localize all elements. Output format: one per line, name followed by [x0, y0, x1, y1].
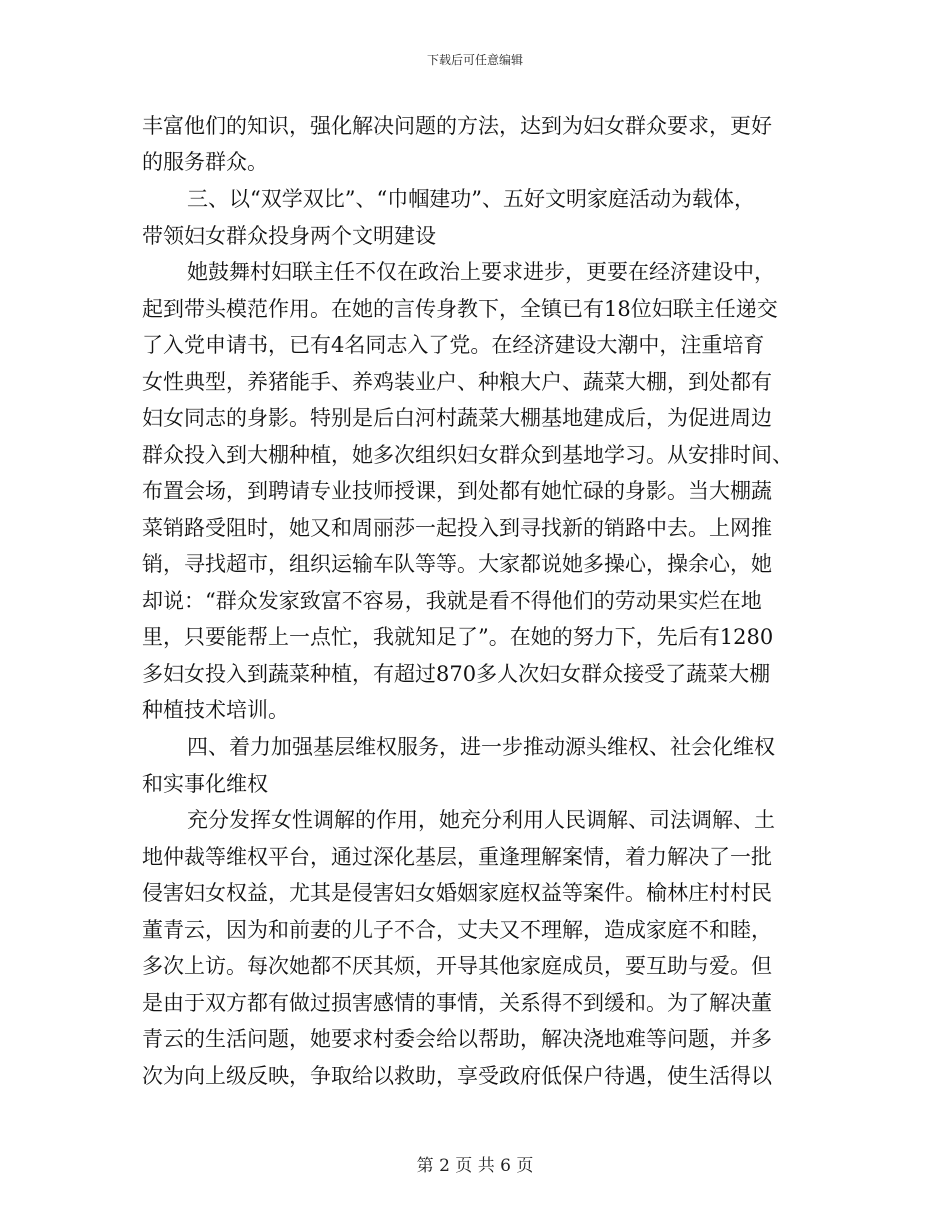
section-heading-line: 四、着力加强基层维权服务，进一步推动源头维权、社会化维权 — [187, 735, 775, 759]
body-line: 青云的生活问题，她要求村委会给以帮助，解决浇地难等问题，并多 — [142, 1027, 772, 1051]
section-heading-line: 三、以“双学双比”、“巾帼建功”、五好文明家庭活动为载体， — [187, 187, 755, 211]
body-line: 地仲裁等维权平台，通过深化基层，重逢理解案情，着力解决了一批 — [142, 845, 772, 869]
section-heading-line: 和实事化维权 — [142, 772, 268, 796]
body-line: 董青云，因为和前妻的儿子不合，丈夫又不理解，造成家庭不和睦， — [142, 918, 772, 942]
body-line: 起到带头模范作用。在她的言传身教下，全镇已有18位妇联主任递交 — [142, 297, 778, 321]
body-line: 是由于双方都有做过损害感情的事情，关系得不到缓和。为了解决董 — [142, 991, 772, 1015]
body-line: 她鼓舞村妇联主任不仅在政治上要求进步，更要在经济建设中， — [187, 260, 775, 284]
body-line: 里，只要能帮上一点忙，我就知足了”。在她的努力下，先后有1280 — [142, 625, 774, 649]
body-line: 侵害妇女权益，尤其是侵害妇女婚姻家庭权益等案件。榆林庄村村民 — [142, 881, 772, 905]
body-line: 种植技术培训。 — [142, 698, 289, 722]
body-line: 却说：“群众发家致富不容易，我就是看不得他们的劳动果实烂在地 — [142, 589, 762, 613]
body-line: 充分发挥女性调解的作用，她充分利用人民调解、司法调解、土 — [187, 808, 775, 832]
body-line: 菜销路受阻时，她又和周丽莎一起投入到寻找新的销路中去。上网推 — [142, 516, 772, 540]
body-line: 布置会场，到聘请专业技师授课，到处都有她忙碌的身影。当大棚蔬 — [142, 479, 772, 503]
body-line: 丰富他们的知识，强化解决问题的方法，达到为妇女群众要求，更好 — [142, 114, 772, 138]
body-line: 了入党申请书，已有4名同志入了党。在经济建设大潮中，注重培育 — [142, 333, 765, 357]
body-line: 次为向上级反映，争取给以救助，享受政府低保户待遇，使生活得以 — [142, 1064, 772, 1088]
body-line: 群众投入到大棚种植，她多次组织妇女群众到基地学习。从安排时间、 — [142, 443, 793, 467]
body-line: 的服务群众。 — [142, 150, 268, 174]
body-line: 销，寻找超市，组织运输车队等等。大家都说她多操心，操余心，她 — [142, 552, 772, 576]
body-line: 妇女同志的身影。特别是后白河村蔬菜大棚基地建成后，为促进周边 — [142, 406, 772, 430]
body-line: 多次上访。每次她都不厌其烦，开导其他家庭成员，要互助与爱。但 — [142, 954, 772, 978]
page-number-footer: 第 2 页 共 6 页 — [416, 1156, 534, 1176]
body-line: 多妇女投入到蔬菜种植，有超过870多人次妇女群众接受了蔬菜大棚 — [142, 662, 771, 686]
section-heading-line: 带领妇女群众投身两个文明建设 — [142, 224, 436, 248]
body-line: 女性典型，养猪能手、养鸡装业户、种粮大户、蔬菜大棚，到处都有 — [142, 370, 772, 394]
page-header-note: 下载后可任意编辑 — [426, 53, 523, 67]
